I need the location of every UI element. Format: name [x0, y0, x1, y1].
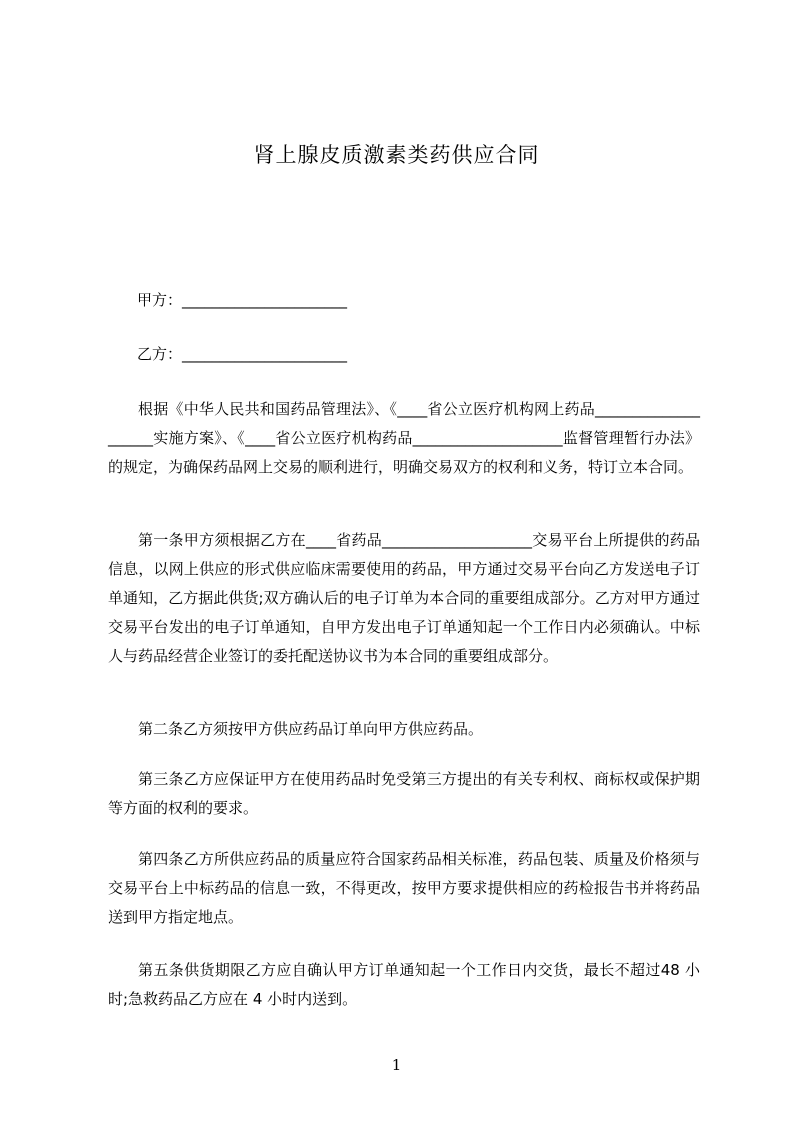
paragraph-article-1: 第一条甲方须根据乙方在____省药品____________________交易平台上所提供的药品信息，以网上供应的形式供应临床需要使用的药品，甲方通过交易平台向乙方发送电子订单通知，乙方据此供货;双方确认后的电子订单为本合同的重要组成部分。乙方对甲方通过交易平台发出的电子订单通知，自甲方发出电子订单通知起一个工作日内必须确认。中标人与药品经营企业签订的委托配送协议书为本合同的重要组成部分。: [108, 531, 700, 665]
paragraph-article-3: 第三条乙方应保证甲方在使用药品时免受第三方提出的有关专利权、商标权或保护期等方面的权利的要求。: [108, 770, 700, 817]
page-number: 1: [391, 1056, 402, 1074]
document-title: 肾上腺皮质激素类药供应合同: [253, 143, 540, 167]
paragraph-article-4: 第四条乙方所供应药品的质量应符合国家药品相关标准，药品包装、质量及价格须与交易平台上中标药品的信息一致，不得更改，按甲方要求提供相应的药检报告书并将药品送到甲方指定地点。: [108, 850, 700, 926]
paragraph-article-5: 第五条供货期限乙方应自确认甲方订单通知起一个工作日内交货，最长不超过48 小时;急救药品乙方应在 4 小时内送到。: [108, 961, 700, 1008]
paragraph-article-2: 第二条乙方须按甲方供应药品订单向甲方供应药品。: [138, 720, 484, 738]
party-b-line: 乙方：______________________: [137, 345, 348, 363]
party-a-line: 甲方：______________________: [137, 291, 348, 309]
paragraph-preamble: 根据《中华人民共和国药品管理法》、《____省公立医疗机构网上药品____________________实施方案》、《____省公立医疗机构药品____________________监督管理暂行办法》的规定，为确保药品网上交易的顺利进行，明确交易双方的权利和义务，特订立本合同。: [108, 400, 700, 476]
